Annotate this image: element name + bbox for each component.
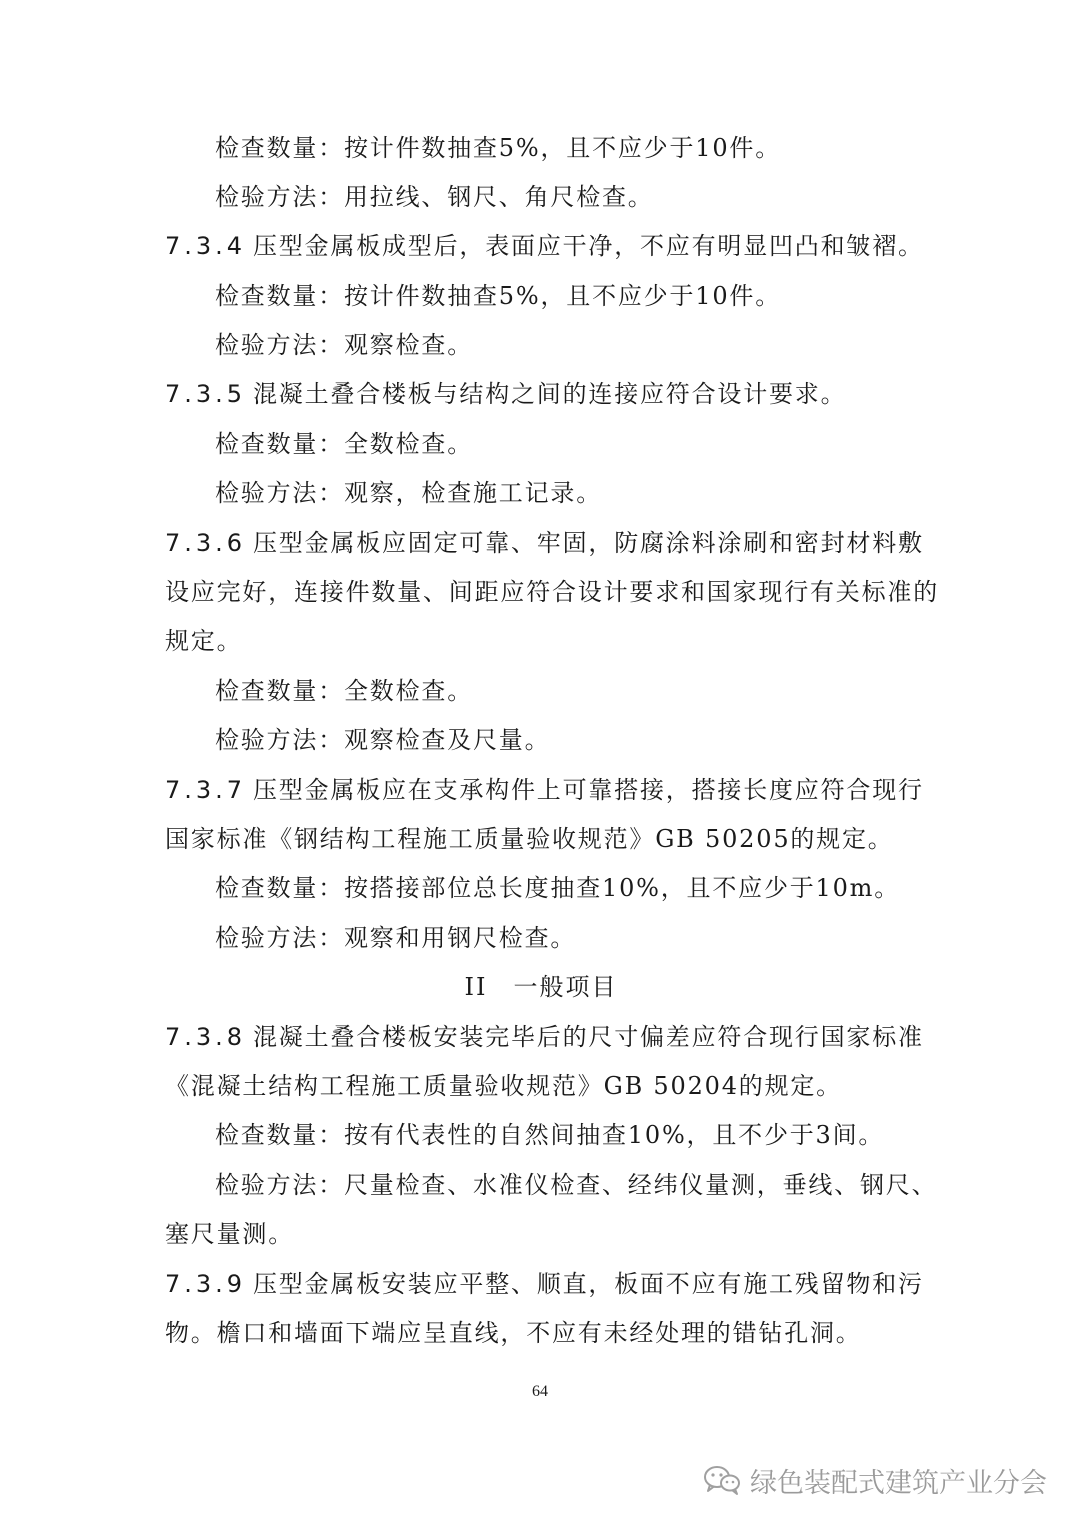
text-line: 检验方法：观察检查及尺量。 — [215, 726, 551, 754]
clause-number: 7.3.4 — [165, 232, 247, 260]
clause-7-3-8 — [165, 1017, 924, 1057]
clause-number: 7.3.7 — [165, 776, 247, 804]
clause-7-3-6 — [165, 523, 924, 563]
clause-7-3-9 — [165, 1264, 924, 1304]
text-line: 检查数量：按计件数抽查5%，且不应少于10件。 — [215, 282, 782, 310]
text-line: 设应完好，连接件数量、间距应符合设计要求和国家现行有关标准的 — [165, 578, 939, 606]
text-line: 检验方法：观察检查。 — [215, 331, 473, 359]
text-line: 检验方法：尺量检查、水准仪检查、经纬仪量测，垂线、钢尺、 — [215, 1171, 938, 1199]
text-line: 检查数量：按计件数抽查5%，且不应少于10件。 — [215, 134, 782, 162]
watermark — [702, 1458, 1047, 1502]
clause-text: 压型金属板成型后，表面应干净，不应有明显凹凸和皱褶。 — [253, 232, 924, 260]
clause-number: 7.3.8 — [165, 1023, 247, 1051]
clause-text: 压型金属板应在支承构件上可靠搭接，搭接长度应符合现行 — [253, 776, 924, 804]
clause-text: 压型金属板应固定可靠、牢固，防腐涂料涂刷和密封材料敷 — [253, 529, 924, 557]
text-line: 检验方法：观察，检查施工记录。 — [215, 479, 602, 507]
text-line: 规定。 — [165, 627, 243, 655]
text-line: 检验方法：用拉线、钢尺、角尺检查。 — [215, 183, 654, 211]
clause-text: 压型金属板安装应平整、顺直，板面不应有施工残留物和污 — [253, 1270, 924, 1298]
page-number: 64 — [532, 1383, 548, 1400]
text-line: 物。檐口和墙面下端应呈直线，不应有未经处理的错钻孔洞。 — [165, 1319, 862, 1347]
text-line: 国家标准《钢结构工程施工质量验收规范》GB 50205的规定。 — [165, 825, 894, 853]
text-line: 检查数量：按有代表性的自然间抽查10%，且不少于3间。 — [215, 1121, 885, 1149]
clause-text: 混凝土叠合楼板安装完毕后的尺寸偏差应符合现行国家标准 — [253, 1023, 924, 1051]
watermark-text: 绿色装配式建筑产业分会 — [750, 1467, 1047, 1499]
text-line: 检查数量：全数检查。 — [215, 677, 473, 705]
clause-text: 混凝土叠合楼板与结构之间的连接应符合设计要求。 — [253, 380, 847, 408]
clause-number: 7.3.9 — [165, 1270, 247, 1298]
clause-number: 7.3.5 — [165, 380, 247, 408]
text-line: 检验方法：观察和用钢尺检查。 — [215, 924, 577, 952]
wechat-icon — [702, 1464, 742, 1496]
text-line: 检查数量：全数检查。 — [215, 430, 473, 458]
text-line: 检查数量：按搭接部位总长度抽查10%，且不应少于10m。 — [215, 874, 901, 902]
text-line: 塞尺量测。 — [165, 1220, 294, 1248]
section-heading: II 一般项目 — [464, 973, 618, 1001]
clause-number: 7.3.6 — [165, 529, 247, 557]
clause-7-3-7 — [165, 770, 924, 810]
clause-7-3-5 — [165, 374, 917, 414]
text-line: 《混凝土结构工程施工质量验收规范》GB 50204的规定。 — [165, 1072, 842, 1100]
clause-7-3-4 — [165, 226, 924, 266]
